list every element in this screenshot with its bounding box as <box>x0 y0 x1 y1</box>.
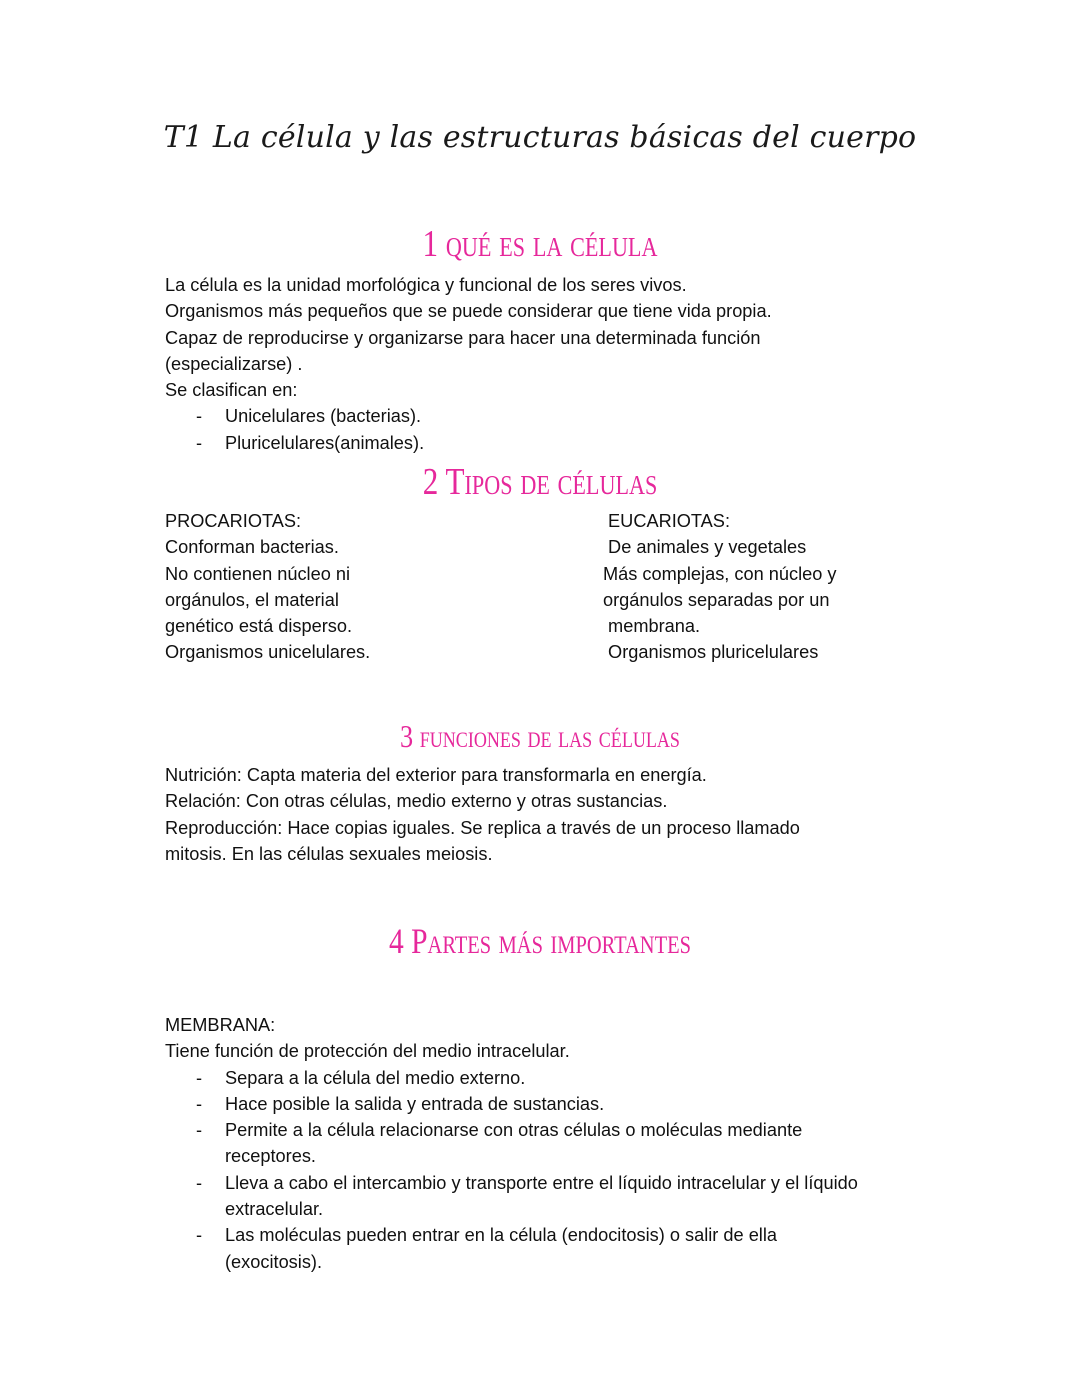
list-item-text: Las moléculas pueden entrar en la célula (endocitosis) o salir de ella (exocitosis). <box>225 1225 778 1272</box>
list-item <box>165 1117 865 1170</box>
column-line: Organismos pluricelulares <box>603 642 819 663</box>
section-3-body <box>165 762 885 867</box>
list-item-text: Lleva a cabo el intercambio y transporte entre el líquido intracelular y el líquido extracelular. <box>225 1172 858 1220</box>
cell-classification-list <box>165 403 885 456</box>
paragraph-line: La célula es la unidad morfológica y funcional de los seres vivos. <box>165 275 687 295</box>
list-bullet: - <box>196 1120 203 1141</box>
list-item <box>165 1222 865 1275</box>
column-line: No contienen núcleo ni <box>165 563 351 584</box>
column-line: genético está disperso. <box>165 616 353 637</box>
list-item-text: Permite a la célula relacionarse con otras células o moléculas mediante receptores. <box>225 1120 803 1167</box>
section-3-heading: 3 funciones de las células <box>400 718 680 754</box>
section-1-heading: 1 qué es la célula <box>422 223 658 265</box>
paragraph-line: Organismos más pequeños que se puede considerar que tiene vida propia. <box>165 301 772 322</box>
eucariotas-column <box>603 508 903 666</box>
section-4-body <box>165 1012 885 1275</box>
list-bullet: - <box>196 1172 203 1193</box>
column-line: membrana. <box>603 616 701 637</box>
section-1-body <box>165 272 885 456</box>
list-item-text: Hace posible la salida y entrada de sustancias. <box>225 1093 605 1114</box>
list-item <box>165 1091 865 1117</box>
list-bullet: - <box>196 1225 203 1246</box>
column-line: orgánulos separadas por un <box>603 589 830 610</box>
list-bullet: - <box>196 406 203 427</box>
procariotas-column <box>165 508 585 666</box>
list-item <box>165 1065 865 1091</box>
list-item <box>165 430 885 456</box>
list-item <box>165 1170 865 1223</box>
column-line: PROCARIOTAS: <box>165 511 302 531</box>
column-line: Más complejas, con núcleo y <box>603 563 837 584</box>
list-item-text: Separa a la célula del medio externo. <box>225 1067 526 1088</box>
column-line: De animales y vegetales <box>603 537 807 558</box>
section-2-heading: 2 Tipos de células <box>422 461 658 503</box>
list-bullet: - <box>196 1067 203 1088</box>
column-line: Conforman bacterias. <box>165 537 339 558</box>
list-item-text: Unicelulares (bacterias). <box>225 406 422 427</box>
column-line: EUCARIOTAS: <box>603 511 730 531</box>
column-line: orgánulos, el material <box>165 589 339 610</box>
paragraph-line: Reproducción: Hace copias iguales. Se replica a través de un proceso llamado <box>165 817 800 838</box>
paragraph-line: (especializarse) . <box>165 353 303 374</box>
document-title: T1 La célula y las estructuras básicas del cuerpo <box>163 120 917 155</box>
column-line: Organismos unicelulares. <box>165 642 371 663</box>
list-bullet: - <box>196 432 203 453</box>
membrane-functions-list <box>165 1065 865 1275</box>
membrane-subheading: MEMBRANA: <box>165 1015 276 1035</box>
section-4-heading: 4 Partes más importantes <box>388 921 692 961</box>
list-item-text: Pluricelulares(animales). <box>225 432 425 453</box>
list-bullet: - <box>196 1093 203 1114</box>
paragraph-line: Relación: Con otras células, medio externo y otras sustancias. <box>165 791 668 812</box>
paragraph-line: Se clasifican en: <box>165 380 298 401</box>
paragraph-line: Capaz de reproducirse y organizarse para hacer una determinada función <box>165 327 761 348</box>
paragraph-line: Nutrición: Capta materia del exterior para transformarla en energía. <box>165 765 707 785</box>
paragraph-line: mitosis. En las células sexuales meiosis. <box>165 843 493 864</box>
list-item <box>165 403 885 429</box>
paragraph-line: Tiene función de protección del medio intracelular. <box>165 1041 570 1062</box>
